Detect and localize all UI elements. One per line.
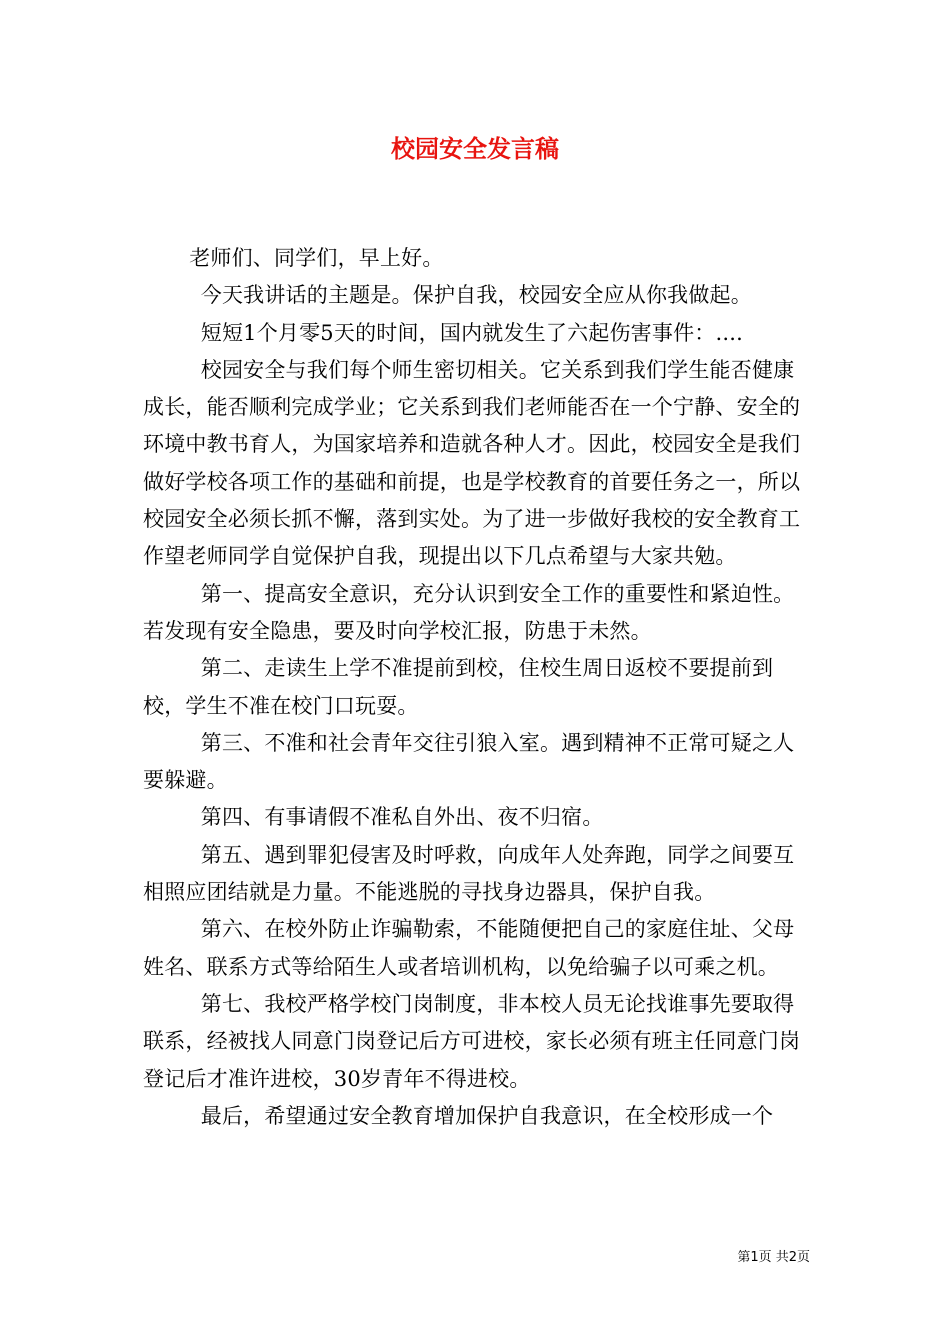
paragraph-closing: 最后，希望通过安全教育增加保护自我意识，在全校形成一个 (200, 1103, 774, 1128)
paragraph-point-6: 第六、在校外防止诈骗勒索，不能随便把自己的家庭住址、父母姓名、联系方式等给陌生人或者培训机构，以免给骗子以可乘之机。 (143, 917, 795, 979)
paragraph-point-2: 第二、走读生上学不准提前到校，住校生周日返校不要提前到校，学生不准在校门口玩耍。 (143, 656, 774, 718)
paragraph-greeting: 老师们、同学们，早上好。 (189, 246, 444, 270)
document-title: 校园安全发言稿 (391, 135, 559, 163)
paragraph-point-3: 第三、不准和社会青年交往引狼入室。遇到精神不正常可疑之人要躲避。 (143, 730, 795, 793)
paragraph-importance: 校园安全与我们每个师生密切相关。它关系到我们学生能否健康成长，能否顺利完成学业；它关系到我们老师能否在一个宁静、安全的环境中教书育人，为国家培养和造就各种人才。因此，校园安全是我们做好学校各项工作的基础和前提，也是学校教育的首要任务之一，所以校园安全必须长抓不懈，落到实处。为了进一步做好我校的安全教育工作望老师同学自觉保护自我，现提出以下几点希望与大家共勉。 (143, 357, 801, 569)
paragraph-point-1: 第一、提高安全意识，充分认识到安全工作的重要性和紧迫性。若发现有安全隐患，要及时向学校汇报，防患于未然。 (143, 581, 795, 643)
paragraph-topic: 今天我讲话的主题是。保护自我，校园安全应从你我做起。 (200, 283, 752, 308)
paragraph-point-5: 第五、遇到罪犯侵害及时呼救，向成年人处奔跑，同学之间要互相照应团结就是力量。不能逃脱的寻找身边器具，保护自我。 (143, 842, 795, 905)
paragraph-point-7: 第七、我校严格学校门岗制度，非本校人员无论找谁事先要取得联系，经被找人同意门岗登记后方可进校，家长必须有班主任同意门岗登记后才准许进校，30岁青年不得进校。 (143, 991, 801, 1091)
page-number: 第1页 共2页 (737, 1250, 810, 1265)
paragraph-point-4: 第四、有事请假不准私自外出、夜不归宿。 (200, 805, 604, 830)
document-body (143, 240, 813, 1135)
paragraph-incidents: 短短1个月零5天的时间，国内就发生了六起伤害事件：.... (200, 320, 743, 345)
